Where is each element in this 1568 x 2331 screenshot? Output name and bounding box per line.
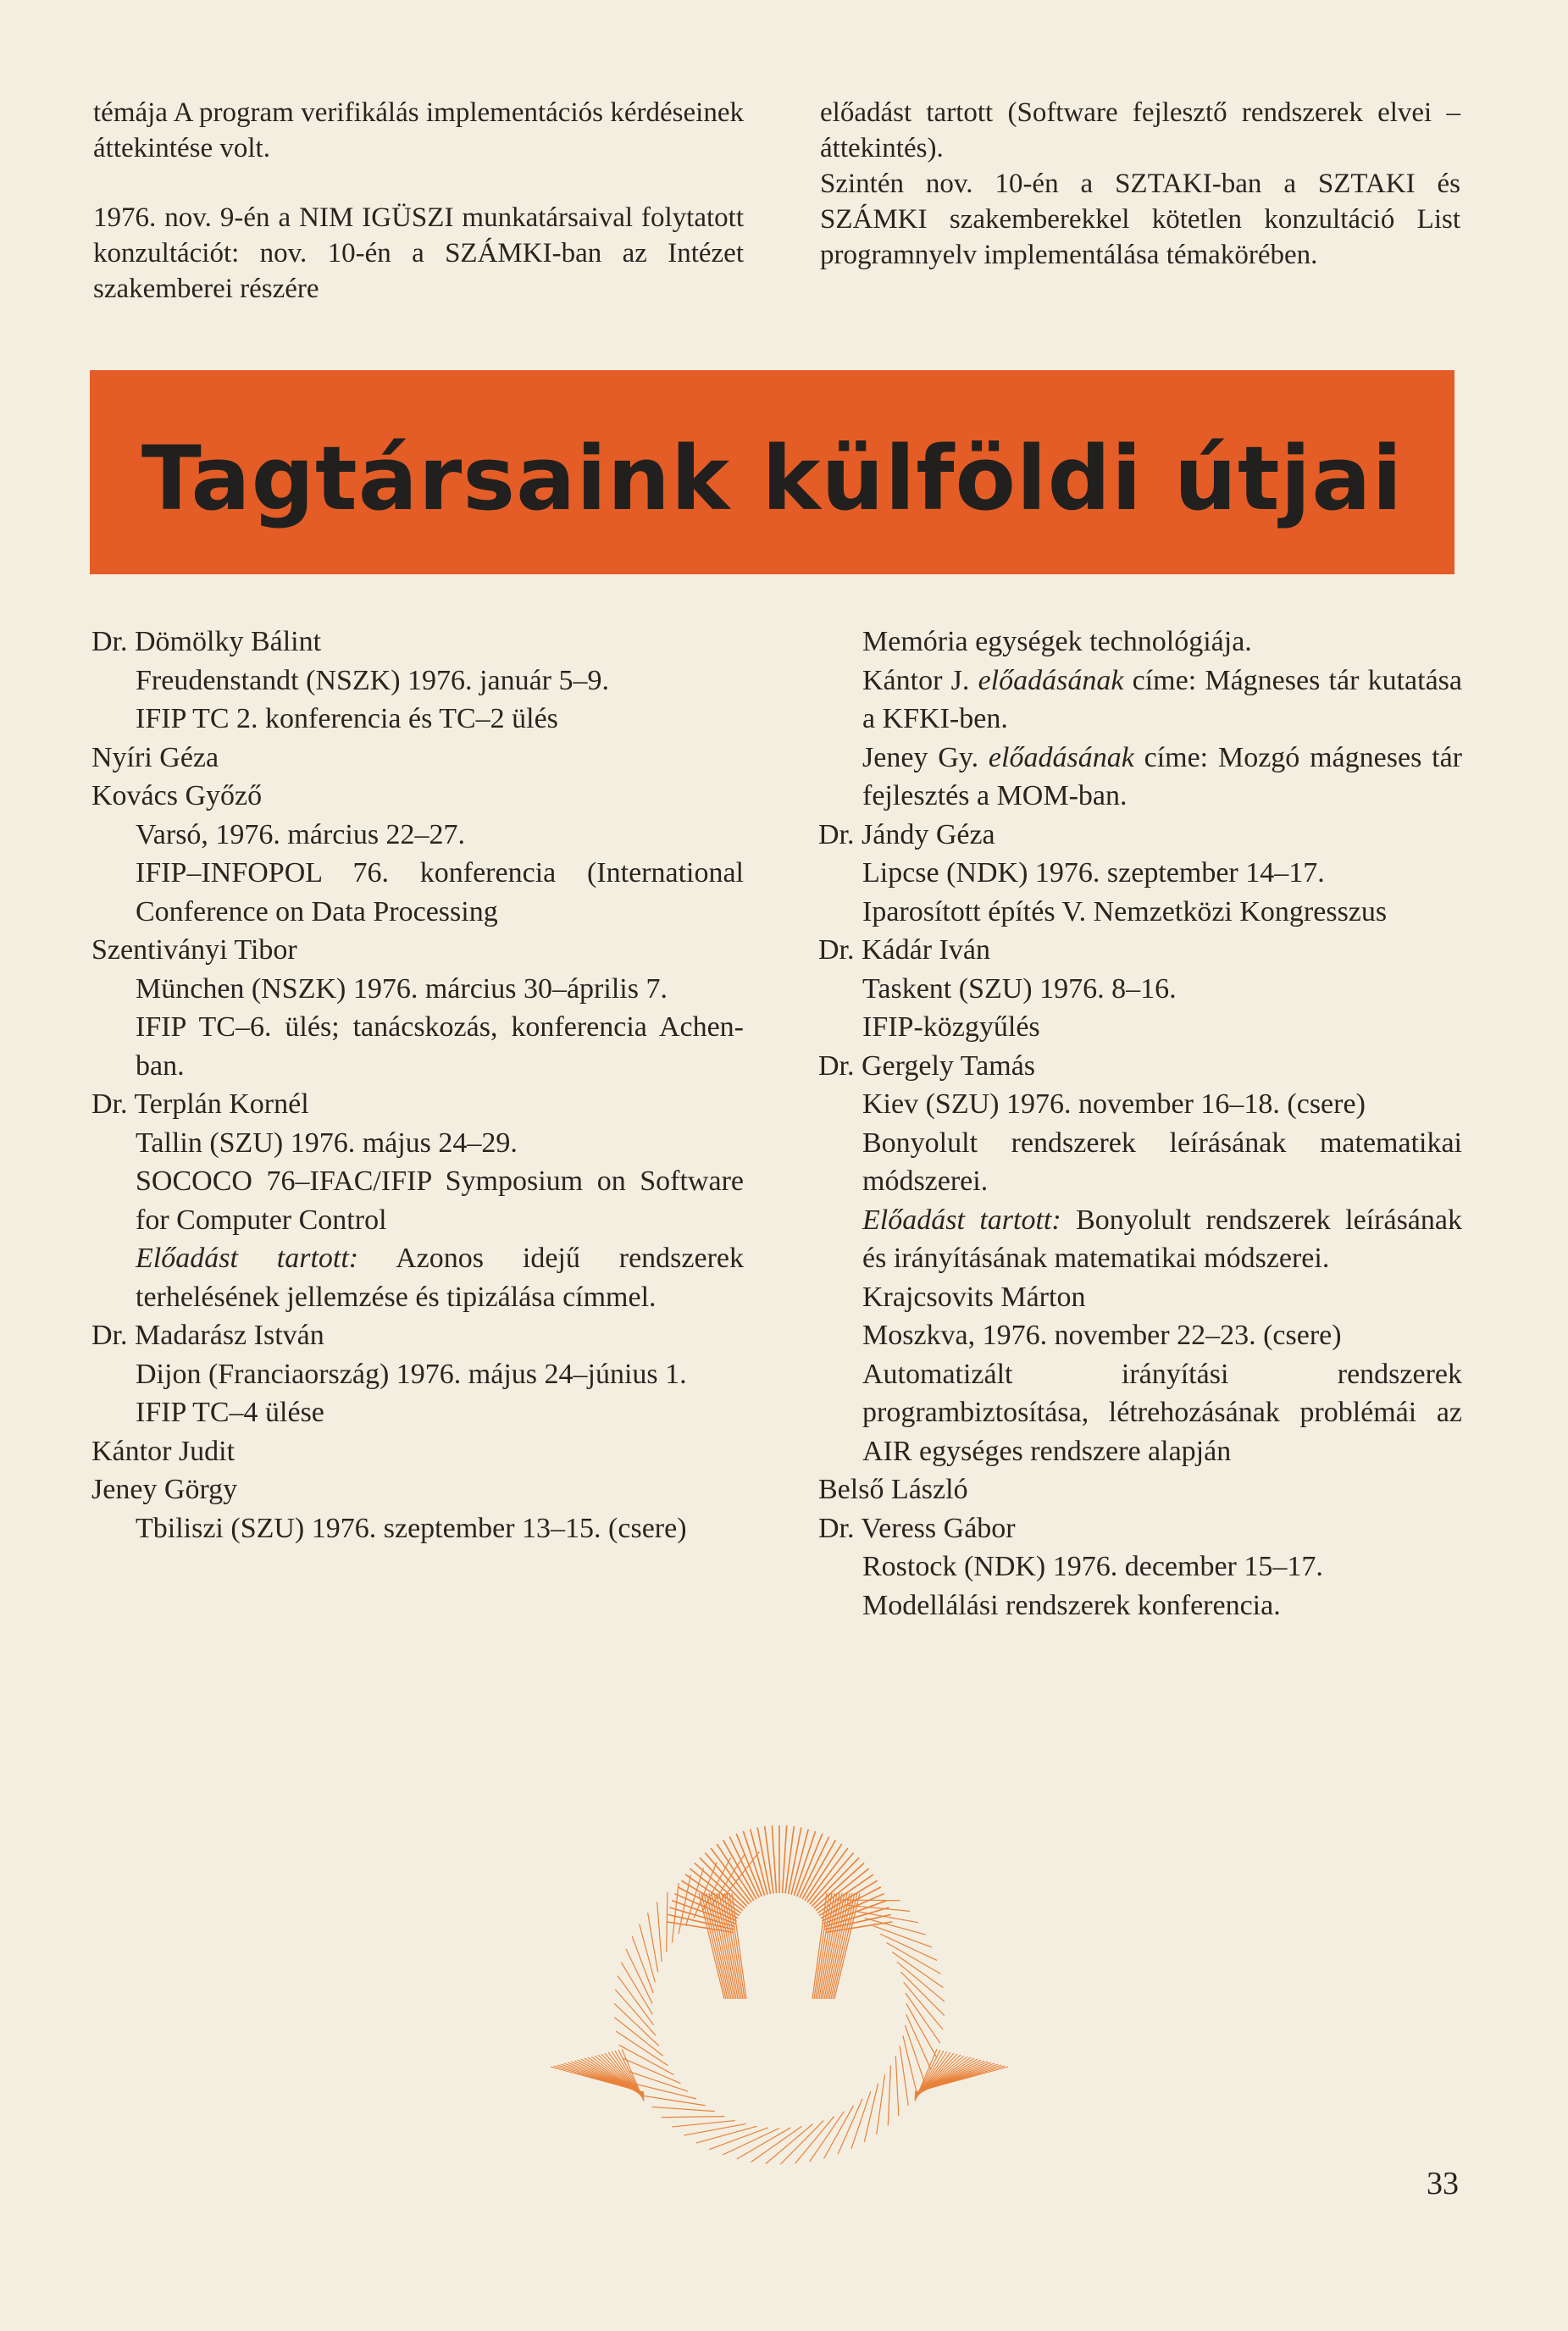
intro-paragraph: 1976. nov. 9-én a NIM IGÜSZI munkatársaival folytatott konzultációt: nov. 10-én a SZÁMKI-ban az Intézet szakemberei részére	[93, 202, 744, 304]
trip-detail	[136, 1355, 744, 1394]
emblem-stroke	[640, 1924, 656, 1983]
trips-right-column	[818, 623, 1462, 1625]
emblem-stroke	[837, 1900, 900, 1901]
member-name: Dr. Madarász István	[91, 1320, 324, 1351]
detail-text: Dijon (Franciaország) 1976. május 24–június 1.	[136, 1358, 687, 1390]
member-name: Dr. Veress Gábor	[818, 1512, 1016, 1544]
intro-paragraph: Szintén nov. 10-én a SZTAKI-ban a SZTAKI és SZÁMKI szakemberekkel kötetlen konzultáció List programnyelv implementálása témakörében.	[820, 169, 1460, 270]
detail-text: IFIP TC–6. ülés; tanácskozás, konferencia Achen-ban.	[136, 1011, 744, 1082]
emblem-stroke	[737, 2128, 791, 2159]
emblem-stroke	[648, 1913, 658, 1972]
member-name: Jeney Görgy	[91, 1474, 238, 1505]
emblem-stroke	[614, 2003, 659, 2046]
member-name: Belső László	[818, 1474, 968, 1505]
member-name: Dr. Terplán Kornél	[91, 1088, 309, 1120]
member-name: Dr. Dömölky Bálint	[91, 626, 322, 657]
emblem-stroke	[696, 2126, 757, 2143]
detail-text: Tbiliszi (SZU) 1976. szeptember 13–15. (csere)	[136, 1512, 687, 1544]
emblem-stroke	[897, 1962, 945, 2002]
trip-detail	[862, 1008, 1462, 1047]
trip-detail	[136, 1393, 744, 1432]
emblem-stroke	[618, 1976, 654, 2025]
emblem-stroke	[851, 2091, 871, 2149]
detail-italic-label: Előadást tartott:	[136, 1243, 359, 1274]
detail-text: címe: Mozgó mágneses tár fejlesztés a MOM-ban.	[862, 741, 1462, 811]
detail-text: München (NSZK) 1976. március 30–április 7.	[136, 972, 668, 1005]
section-banner	[90, 370, 1454, 574]
trip-detail	[862, 623, 1462, 662]
emblem-stroke	[684, 2123, 745, 2135]
emblem-stroke	[672, 2121, 734, 2127]
detail-text: Bonyolult rendszerek leírásának matematikai módszerei.	[862, 1127, 1462, 1197]
member-name: Dr. Jándy Géza	[818, 818, 995, 850]
emblem-stroke	[824, 2106, 854, 2159]
detail-text: Bonyolult rendszerek leírásának és irányításának matematikai módszerei.	[862, 1204, 1462, 1274]
trip-detail	[862, 1355, 1462, 1471]
detail-text: Krajcsovits Márton	[862, 1281, 1086, 1313]
trip-detail	[136, 1124, 744, 1163]
member-name: Nyíri Géza	[91, 741, 219, 773]
emblem-stroke	[880, 1934, 937, 1960]
trip-detail	[136, 1162, 744, 1239]
emblem-stroke	[780, 2121, 823, 2165]
detail-italic-label: Előadást tartott:	[862, 1204, 1061, 1236]
trip-detail	[136, 854, 744, 931]
emblem-stroke	[888, 2066, 890, 2126]
detail-text: Automatizált irányítási rendszerek programbiztosítása, létrehozásának problémái az AIR egységes rendszere alapján	[862, 1358, 1462, 1467]
trip-detail	[136, 970, 744, 1009]
emblem-stroke	[614, 2018, 662, 2056]
trip-detail	[136, 700, 744, 739]
trip-detail	[862, 1085, 1462, 1124]
detail-text: Taskent (SZU) 1976. 8–16.	[862, 972, 1177, 1005]
trip-detail	[862, 739, 1462, 816]
intro-paragraph: témája A program verifikálás implementációs kérdéseinek áttekintése volt.	[93, 97, 744, 163]
emblem-stroke	[900, 1972, 944, 2015]
trips-left-column	[91, 623, 744, 1548]
emblem-stroke	[621, 1963, 652, 2015]
member-name: Dr. Gergely Tamás	[818, 1049, 1036, 1082]
emblem-stroke	[667, 1892, 668, 1952]
detail-text: IFIP–INFOPOL 76. konferencia (International Conference on Data Processing	[136, 857, 744, 927]
detail-text: Varsó, 1976. március 22–27.	[136, 818, 466, 850]
member-name: Szentiványi Tibor	[91, 934, 297, 966]
emblem-stroke	[766, 2123, 813, 2163]
emblem-stroke	[672, 1883, 679, 1943]
detail-prefix: Jeney Gy.	[862, 741, 989, 773]
detail-text: Tallin (SZU) 1976. május 24–29.	[136, 1127, 518, 1159]
detail-text: Memória egységek technológiája.	[862, 626, 1252, 657]
intro-right-column	[820, 95, 1460, 273]
emblem-stroke	[643, 2096, 706, 2105]
detail-text: Rostock (NDK) 1976. december 15–17.	[862, 1551, 1323, 1582]
detail-text: Freudenstandt (NSZK) 1976. január 5–9.	[136, 664, 610, 696]
emblem-stroke	[892, 1952, 943, 1988]
member-name: Dr. Kádár Iván	[818, 934, 990, 966]
detail-prefix: Kántor J.	[862, 664, 978, 696]
page-number: 33	[1427, 2166, 1459, 2201]
detail-text: SOCOCO 76–IFAC/IFIP Symposium on Software for Computer Control	[136, 1166, 744, 1236]
trip-detail	[862, 1278, 1462, 1317]
trip-detail	[862, 1316, 1462, 1355]
emblem-stroke	[895, 2056, 899, 2116]
trip-detail	[862, 1201, 1462, 1278]
trip-detail	[136, 1239, 744, 1316]
detail-text: Moszkva, 1976. november 22–23. (csere)	[862, 1320, 1342, 1351]
emblem-stroke	[906, 2014, 931, 2069]
trip-detail	[862, 1124, 1462, 1201]
member-name: Kántor Judit	[91, 1435, 235, 1467]
emblem-stroke	[657, 1902, 662, 1962]
trip-detail	[862, 662, 1462, 739]
emblem-stroke	[662, 2117, 725, 2118]
emblem-stroke	[864, 2084, 878, 2142]
intro-paragraph: előadást tartott (Software fejlesztő rendszerek elvei – áttekintés).	[820, 97, 1460, 163]
detail-text: IFIP-közgyűlés	[862, 1011, 1040, 1043]
emblem-stroke	[795, 2117, 834, 2164]
detail-text: Azonos idejű rendszerek terhelésének jellemzése és tipizálása címmel.	[136, 1243, 744, 1313]
detail-text: Iparosított építés V. Nemzetközi Kongresszus	[862, 895, 1388, 927]
trip-detail	[862, 1586, 1462, 1625]
member-name: Kovács Győző	[91, 780, 263, 811]
trip-detail	[862, 1548, 1462, 1586]
detail-text: Modellálási rendszerek konferencia.	[862, 1589, 1281, 1621]
detail-italic-label: előadásának	[988, 741, 1134, 773]
detail-text: IFIP TC–4 ülése	[136, 1397, 324, 1428]
trip-detail	[136, 816, 744, 855]
emblem-stroke	[615, 1990, 656, 2035]
trip-detail	[136, 1008, 744, 1085]
detail-text: IFIP TC 2. konferencia és TC–2 ülés	[136, 703, 558, 734]
trip-detail	[136, 662, 744, 700]
emblem-stroke	[651, 2107, 714, 2111]
trip-detail	[862, 854, 1462, 893]
sunburst-emblem-icon	[542, 1813, 1017, 2168]
trip-detail	[862, 970, 1462, 1009]
detail-italic-label: előadásának	[978, 664, 1124, 696]
section-title: Tagtársaink külföldi útjai	[141, 426, 1404, 530]
trip-detail	[136, 1509, 744, 1548]
detail-text: címe: Mágneses tár kutatása a KFKI-ben.	[862, 664, 1462, 734]
detail-text: Lipcse (NDK) 1976. szeptember 14–17.	[862, 857, 1325, 889]
detail-text: Kiev (SZU) 1976. november 16–18. (csere)	[862, 1088, 1366, 1120]
emblem-stroke	[906, 1993, 940, 2043]
intro-left-column	[93, 95, 744, 341]
trip-detail	[862, 893, 1462, 932]
